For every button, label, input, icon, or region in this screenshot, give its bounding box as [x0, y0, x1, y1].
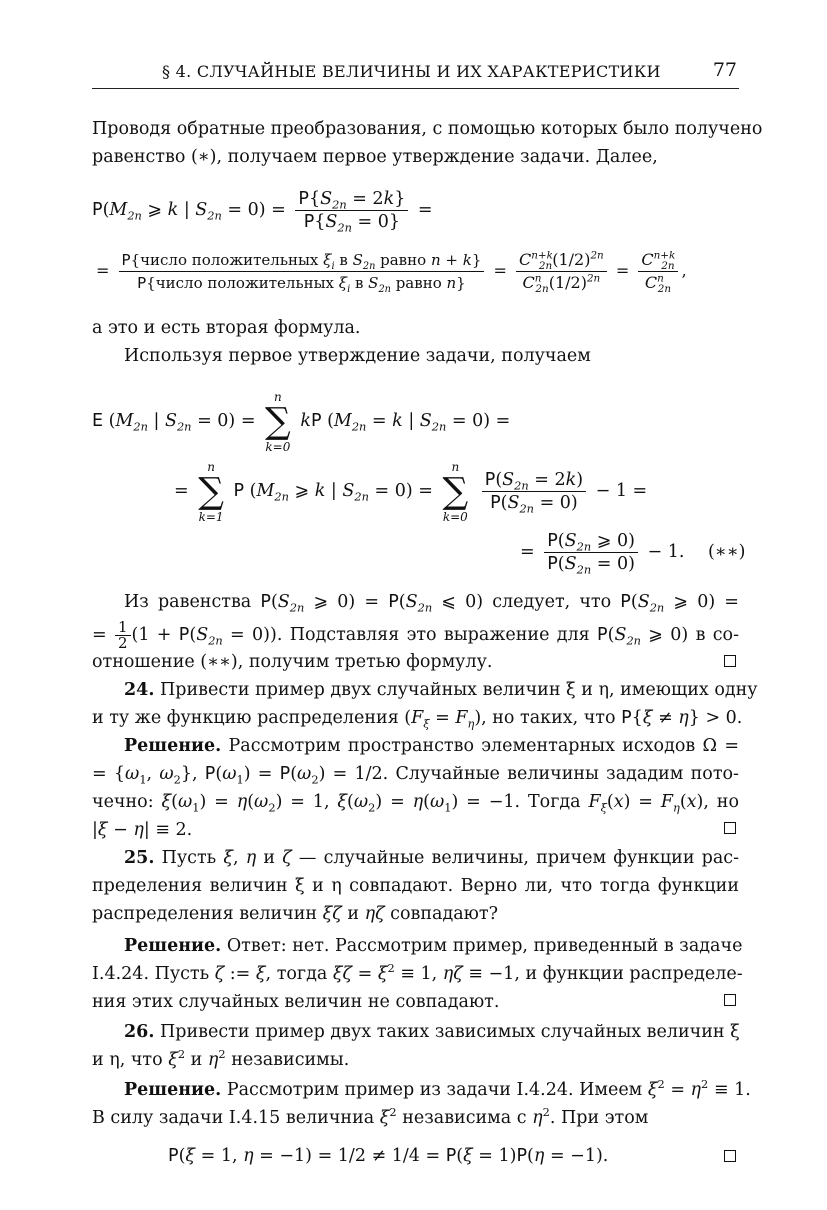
fraction: $\frac{1}{2}$ [115, 620, 131, 651]
eq-word: число положительных [140, 251, 319, 269]
page-number: 77 [712, 59, 737, 81]
fraction: $\frac{P\{S_{2n} = 2k\}}{P\{S_{2n} = 0\}}$ [295, 188, 408, 233]
text-span: но [716, 792, 739, 812]
text-line: распределения величин ξζ и ηζ совпадают? [92, 904, 498, 924]
text-line: Из равенства $P(S_{2n}$ ⩾ $0) = P(S_{2n}$ ⩽ 0) следует, что $P(S_{2n}$ ⩾ 0) = [124, 592, 739, 615]
equation-line: = $\frac{P\{число положительных \xi_i в S_{2n} равно n + k\}}{P\{число положительных \xi_i в S_{2n} равно n\}}$ = $\frac{C^{n+k}_{2n}(1/2)^{2n}}{C^n_{2n}(1/2)^{2n}}$ = $\frac{C^{n+k}_{2n}}{C^n_{2n}}$ , [96, 249, 687, 296]
text-line [124, 932, 743, 960]
text-line: отношение (∗∗), получим третью формулу. [92, 652, 493, 672]
fraction: $\frac{P(S_{2n} = 2k)}{P(S_{2n} = 0)}$ [482, 469, 586, 514]
text-span: , но таких, что [481, 708, 616, 728]
text-line: ния этих случайных величин не совпадают. [92, 992, 500, 1012]
text-span: В силу задачи I.4.15 величниа [92, 1108, 375, 1128]
text-span: и ту же функцию распределения [92, 708, 399, 728]
text-span: Тогда [527, 792, 581, 812]
text-line: а это и есть вторая формула. [92, 318, 361, 338]
text-line: = {$\omega_1$, $\omega_2$}, $P(\omega_1) = P(\omega_2) = 1/2$. Случайные величины зададим пото- [92, 764, 739, 787]
solution-label: Решение. [124, 936, 222, 956]
text-line: В силу задачи I.4.15 величниа $\xi^2$ независима с $\eta^2$. При этом [92, 1105, 649, 1128]
summation: n ∑ k=0 [265, 389, 291, 454]
text-span: Привести пример двух таких зависимых случайных величин ξ [160, 1022, 740, 1042]
text-line: Проводя обратные преобразования, с помощью которых было получено [92, 119, 763, 139]
fraction: $\frac{P\{число положительных \xi_i в S_{2n} равно n + k\}}{P\{число положительных \xi_i в S_{2n} равно n\}}$ [119, 249, 485, 294]
text-line: 25. Пусть ξ, η и ζ — случайные величины, причем функции рас- [124, 848, 739, 868]
qed-square [724, 655, 736, 667]
equation-line: P(ξ = 1, η = −1) = 1/2 ≠ 1/4 = P(ξ = 1)P(η = −1). [168, 1146, 609, 1166]
fraction: $\frac{C^{n+k}_{2n}(1/2)^{2n}}{C^n_{2n}(1/2)^{2n}}$ [516, 249, 607, 294]
text-line: |ξ − η| ≡ 2. [92, 820, 193, 840]
text-span: следует, что [492, 592, 612, 612]
qed-square [724, 822, 736, 834]
text-span: I.4.24. Пусть [92, 964, 210, 984]
text-line: равенство (∗), получаем первое утверждение задачи. Далее, [92, 147, 658, 167]
running-head [92, 56, 739, 89]
text-line: I.4.24. Пусть ζ := ξ, тогда $\xi\zeta = \xi^2 \equiv 1$, ηζ ≡ −1, и функции распределе- [92, 961, 743, 984]
fraction: $\frac{C^{n+k}_{2n}}{C^n_{2n}}$ [638, 249, 677, 294]
equation-line: $P(M_{2n}$ ⩾ k | $S_{2n} = 0$) = $\frac{P\{S_{2n} = 2k\}}{P\{S_{2n} = 0\}}$ = [92, 189, 433, 235]
qed-square [724, 994, 736, 1006]
text-span: . При этом [549, 1108, 649, 1128]
text-span: совпадают? [390, 904, 498, 924]
text-span: Рассмотрим пример из задачи I.4.24. Имеем [226, 1080, 643, 1100]
text-line: и η, что $\xi^2$ и $\eta^2$ независимы. [92, 1047, 350, 1070]
text-span: Рассмотрим пространство элементарных исходов Ω = [228, 736, 739, 756]
eq-word: число положительных [155, 274, 335, 292]
fraction: $\frac{P(S_{2n} ⩾ 0)}{P(S_{2n} = 0)}$ [544, 530, 638, 575]
text-span: и η, что [92, 1050, 163, 1070]
text-span: распределения величин [92, 904, 318, 924]
text-span: Из равенства [124, 592, 252, 612]
text-span: Случайные величины зададим пото- [395, 764, 739, 784]
text-span: Ответ: нет. Рассмотрим пример, приведенный в задаче [226, 936, 743, 956]
text-line: Решение. Рассмотрим пример из задачи I.4.24. Имеем $\xi^2 = \eta^2 \equiv 1$. [124, 1077, 751, 1100]
eq-word: равно [380, 251, 427, 269]
problem-number: 25. [124, 848, 155, 868]
text-span: чечно: [92, 792, 154, 812]
solution-label: Решение. [124, 736, 222, 756]
equation-line: = $\frac{P(S_{2n} ⩾ 0)}{P(S_{2n} = 0)}$ − 1. (∗∗) [520, 531, 746, 577]
equation-line: E ($M_{2n}$ | $S_{2n} = 0$) = n ∑ k=0 kP ($M_{2n} = k$ | $S_{2n} = 0$) = [92, 389, 511, 454]
problem-number: 24. [124, 680, 155, 700]
text-span: Пусть [161, 848, 217, 868]
equation-line: = n ∑ k=1 P ($M_{2n}$ ⩾ k | $S_{2n} = 0$) = n ∑ k=0 $\frac{P(S_{2n} = 2k)}{P(S_{2n} = 0)}$ − 1 = [174, 459, 648, 524]
eq-word: в [339, 251, 348, 269]
text-line: Используя первое утверждение задачи, получаем [124, 346, 591, 366]
text-span: . Подставляя это выражение для [276, 625, 590, 645]
text-span: — случайные величины, причем функции рас- [298, 848, 739, 868]
summation: n ∑ k=0 [442, 459, 469, 524]
text-span: в со- [695, 625, 739, 645]
text-line: пределения величин ξ и η совпадают. Верно ли, что тогда функции [92, 876, 739, 896]
text-line [124, 1018, 739, 1046]
chapter-title: § 4. СЛУЧАЙНЫЕ ВЕЛИЧИНЫ И ИХ ХАРАКТЕРИСТИКИ [162, 62, 661, 81]
text-line: и ту же функцию распределения $(F_\xi = F_\eta)$, но таких, что P{ξ ≠ η} > 0. [92, 708, 743, 731]
text-span: тогда [276, 964, 328, 984]
summation: n ∑ k=1 [198, 459, 224, 524]
text-line: чечно: $\xi(\omega_1) = \eta(\omega_2) = 1$, $\xi(\omega_2) = \eta(\omega_1) = -1$. Тогда $F_\xi(x) = F_\eta(x)$, но [92, 792, 739, 815]
text-line [124, 732, 739, 760]
problem-number: 26. [124, 1022, 155, 1042]
solution-label: Решение. [124, 1080, 222, 1100]
text-line: = $\frac{1}{2}$ $(1 + P(S_{2n} = 0))$. Подставляя это выражение для $P(S_{2n}$ ⩾ 0) в со- [92, 618, 739, 652]
text-span: и функции распределе- [525, 964, 743, 984]
text-line [124, 676, 758, 704]
equation-tag: (∗∗) [707, 542, 746, 562]
text-span: независима с [402, 1108, 527, 1128]
text-span: независимы. [231, 1050, 350, 1070]
qed-square [724, 1150, 736, 1162]
text-span: Привести пример двух случайных величин ξ и η, имеющих одну [160, 680, 758, 700]
